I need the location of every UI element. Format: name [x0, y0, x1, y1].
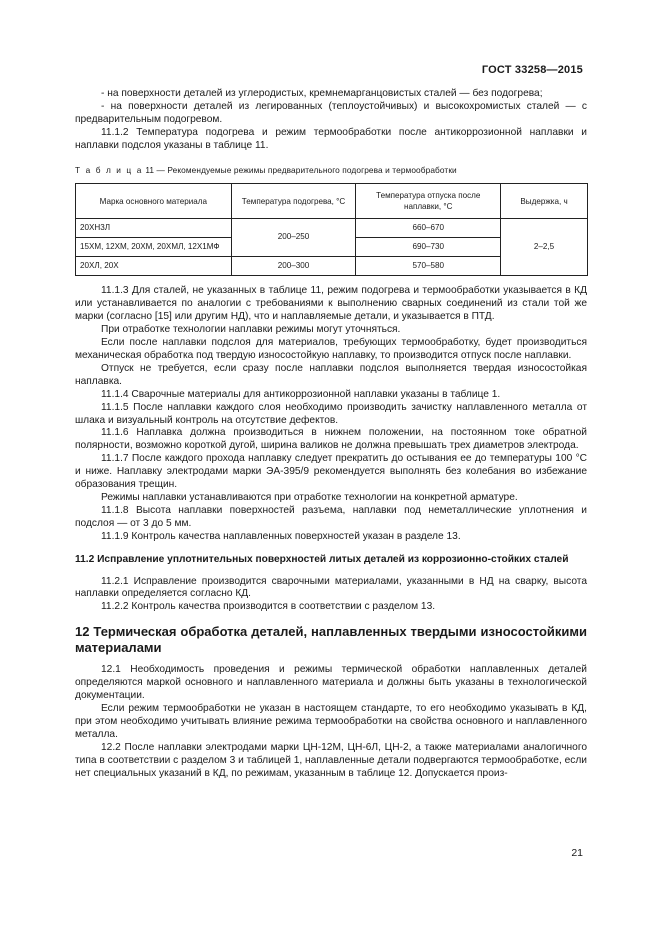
table-caption-text: 11 — Рекомендуемые режимы предварительного подогрева и термообработки [145, 164, 457, 175]
cell-material: 15ХМ, 12ХМ, 20ХМ, 20ХМЛ, 12Х1МФ [76, 238, 232, 257]
paragraph: - на поверхности деталей из углеродистых, кремнемарганцовистых сталей — без подогрева; [101, 88, 543, 99]
paragraph: 11.1.8 Высота наплавки поверхностей разъема, наплавки под неметаллические уплотнения и подслоя — от 3 до 5 мм. [75, 504, 587, 529]
paragraph: Если режим термообработки не указан в настоящем стандарте, то его необходимо указывать в КД, при этом необходимо учитывать влияние режима термообработки на свойства основного и наплавленного металла. [75, 703, 587, 740]
paragraph: 11.1.3 Для сталей, не указанных в таблице 11, режим подогрева и термообработки указывается в КД или устанавливается по аналогии с требованиями к выполнению сварных соединений из стали той же марки (согласно [15] или другим НД), что и наплавляемые детали, и указывается в ПТД. [75, 285, 587, 323]
document-id-header: ГОСТ 33258—2015 [481, 64, 583, 76]
section-heading-11-2: 11.2 Исправление уплотнительных поверхностей литых деталей из коррозионно-стойких сталей [75, 553, 569, 565]
paragraph: 11.1.5 После наплавки каждого слоя необходимо производить зачистку наплавленного металла от шлака и визуальный контроль на отсутствие дефектов. [75, 401, 587, 426]
page-number: 21 [571, 847, 583, 859]
paragraph: 11.1.2 Температура подогрева и режим термообработки после антикоррозионной наплавки и наплавки подслоя указаны в таблице 11. [75, 126, 587, 151]
paragraph: Режимы наплавки устанавливаются при отработке технологии на конкретной арматуре. [101, 491, 518, 503]
column-header-tempering: Температура отпуска после наплавки, °С [356, 184, 501, 219]
cell-tempering: 690–730 [356, 238, 501, 257]
cell-hold: 2–2,5 [501, 219, 588, 276]
cell-material: 20ХЛ, 20Х [76, 257, 232, 276]
paragraph: 11.2.2 Контроль качества производится в соответствии с разделом 13. [101, 601, 436, 613]
paragraph: 11.1.9 Контроль качества наплавленных поверхностей указан в разделе 13. [101, 530, 461, 542]
paragraph: 12.2 После наплавки электродами марки ЦН-12М, ЦН-6Л, ЦН-2, а также материалами аналогичного типа в соответствии с разделом 3 и таблицей 1, наплавленные детали подвергаются термообработке, если нет специальных указаний в КД, по режимам, указанным в таблице 12. Допускается произ- [75, 741, 588, 779]
cell-preheat: 200–250 [231, 219, 356, 257]
preheat-table [75, 183, 588, 276]
cell-material: 20ХН3Л [76, 219, 232, 238]
paragraph: При отработке технологии наплавки режимы могут уточняться. [101, 324, 401, 336]
table-caption [75, 164, 587, 177]
section-heading-12: 12 Термическая обработка деталей, наплавленных твердыми износостойкими материалами [75, 624, 587, 655]
cell-tempering: 660–670 [356, 219, 501, 238]
table-row [76, 219, 588, 238]
paragraph: 11.1.4 Сварочные материалы для антикоррозионной наплавки указаны в таблице 1. [101, 388, 501, 400]
paragraph: 11.2.1 Исправление производится сварочными материалами, указанными в НД на сварку, высота наплавки определяется согласно КД. [75, 575, 587, 600]
paragraph: 12.1 Необходимость проведения и режимы термической обработки наплавленных деталей определяются маркой основного и наплавленного материала и должны быть указаны в технологической документации. [75, 664, 587, 702]
cell-preheat: 200–300 [231, 257, 356, 276]
column-header-material: Марка основного материала [76, 184, 232, 219]
paragraph: 11.1.7 После каждого прохода наплавку следует прекратить до остывания ее до температуры 100 °С и ниже. Наплавку электродами марки ЭА-395/9 рекомендуется выполнять без колебания во избежание образования трещин. [75, 453, 587, 491]
table-header-row [76, 184, 588, 219]
paragraph: 11.1.6 Наплавка должна производиться в нижнем положении, на постоянном токе обратной полярности, возможно короткой дугой, ширина валиков не должна превышать трех диаметров электрода. [75, 427, 587, 452]
paragraph: Если после наплавки подслоя для материалов, требующих термообработку, будет производиться механическая обработка под твердую износостойкую наплавку, то производится отпуск после наплавки. [75, 337, 587, 361]
paragraph: - на поверхности деталей из легированных (теплоустойчивых) и высокохромистых сталей — с предварительным подогревом. [75, 100, 587, 125]
page-content [75, 88, 587, 780]
column-header-hold: Выдержка, ч [501, 184, 588, 219]
table-caption-prefix: Т а б л и ц а [75, 164, 143, 175]
column-header-preheat: Температура подогрева, °С [231, 184, 356, 219]
cell-tempering: 570–580 [356, 257, 501, 276]
paragraph: Отпуск не требуется, если сразу после наплавки подслоя выполняется твердая износостойкая наплавка. [75, 362, 587, 387]
